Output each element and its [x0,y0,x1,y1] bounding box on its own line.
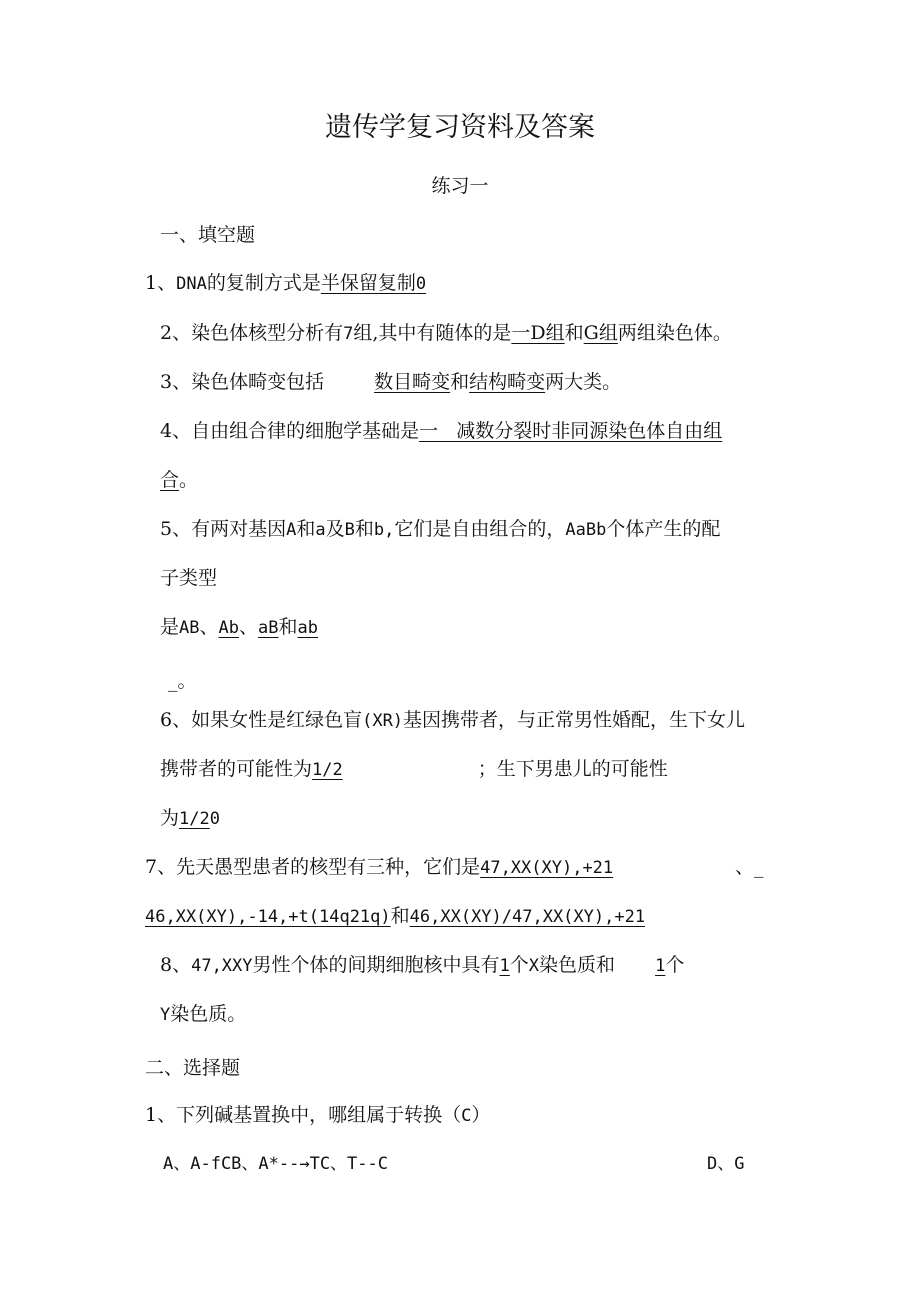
document-title: 遗传学复习资料及答案 [325,112,595,143]
question-5-line4: _。 [168,670,197,692]
answer-6a: 1/2 [312,760,343,780]
question-8: 8、47,XXY男性个体的间期细胞核中具有1个X染色质和 1个 [160,954,685,976]
question-6: 6、如果女性是红绿色盲(XR)基因携带者，与正常男性婚配，生下女儿 [160,709,746,731]
answer-2a: 一D组 [511,322,565,344]
answer-3b: 结构畸变 [469,371,546,393]
answer-1: 半保留复制 [320,272,416,294]
answer-3a: 数目畸变 [374,371,451,393]
choice-option-d: D、G [707,1154,745,1174]
exercise-subtitle: 练习一 [431,175,489,197]
question-3: 3、染色体畸变包括 数目畸变和结构畸变两大类。 [160,371,622,393]
question-8-line2: Y染色质。 [160,1003,247,1025]
question-4: 4、自由组合律的细胞学基础是一 减数分裂时非同源染色体自由组 [160,420,723,442]
answer-8b: 1 [655,956,666,976]
question-2: 2、染色体核型分析有7组,其中有随体的是一D组和G组两组染色体。 [160,322,732,344]
answer-7b: 46,XX(XY),-14,+t(14q21q) [145,907,391,927]
question-5-line2: 子类型 [160,567,218,589]
answer-5b: aB [258,618,279,638]
question-4-cont: 合。 [160,469,199,491]
answer-5c: ab [297,618,318,638]
section-fill-in: 一、填空题 [160,224,256,246]
answer-7c: 46,XX(XY)/47,XX(XY),+21 [409,907,646,927]
answer-7a: 47,XX(XY),+21 [480,858,614,878]
answer-5a: Ab [218,618,239,638]
answer-6b: 1/2 [179,809,210,829]
section-choice: 二、选择题 [145,1057,241,1079]
answer-8a: 1 [499,956,510,976]
question-7: 7、先天愚型患者的核型有三种，它们是47,XX(XY),+21 [145,856,614,878]
choice-question-1: 1、下列碱基置换中，哪组属于转换（C） [145,1104,491,1126]
question-5: 5、有两对基因A和a及B和b,它们是自由组合的，AaBb个体产生的配 [160,518,721,540]
question-6-line2: 携带者的可能性为1/2 ；生下男患儿的可能性 [160,758,668,780]
answer-2b: G组 [583,322,618,344]
answer-4-cont: 合 [160,469,180,491]
question-7-line2: 46,XX(XY),-14,+t(14q21q)和46,XX(XY)/47,XX(XY),+21 [145,905,646,927]
question-1: 1、DNA的复制方式是半保留复制0 [145,272,427,294]
question-7-sep: 、_ [735,856,764,878]
choice-options: A、A-fCB、A*--→TC、T--C [163,1154,388,1174]
answer-4: 一 减数分裂时非同源染色体自由组 [419,420,723,442]
question-6-line3: 为1/20 [160,807,220,829]
question-5-line3: 是AB、Ab、aB和ab [160,616,318,638]
